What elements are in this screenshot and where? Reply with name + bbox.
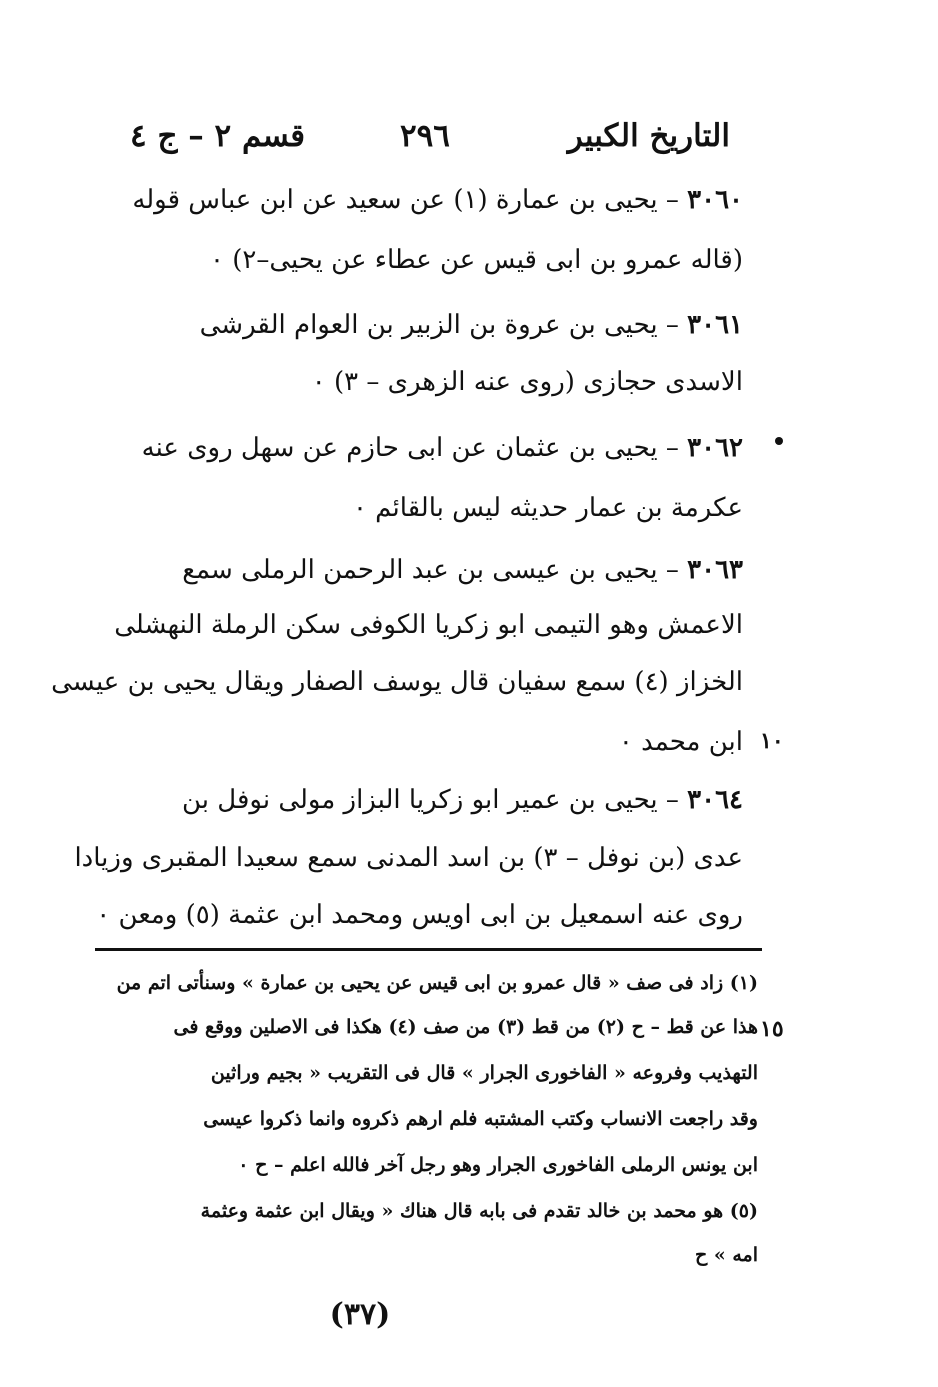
signature-mark: (٣٧) xyxy=(329,1297,391,1332)
margin-line-number-15: ١٥ xyxy=(760,1016,784,1042)
entry-3061-line-2: الاسدى حجازى (روى عنه الزهرى – ٣) ٠ xyxy=(311,367,743,397)
running-header xyxy=(110,118,730,168)
entry-text: – يحيى بن عروة بن الزبير بن العوام القرشى xyxy=(199,310,679,340)
entry-3060-line-2: (قاله عمرو بن ابى قيس عن عطاء عن يحيى–٢) ٠ xyxy=(210,245,743,275)
footnote-line-4: وقد راجعت الانساب وكتب المشتبه فلم ارهم ذكروه وانما ذكروا عيسى xyxy=(203,1108,758,1130)
entry-3064-line-3: روى عنه اسمعيل بن ابى اويس ومحمد ابن عثمة (٥) ومعن ٠ xyxy=(96,900,743,930)
entry-3062-line-1 xyxy=(103,428,743,470)
margin-dot xyxy=(775,437,783,445)
footnote-line-2: هذا عن قط – ح (٢) من قط (٣) من صف (٤) هكذا فى الاصلين ووقع فى xyxy=(173,1016,758,1038)
entry-3063-line-3: الخزاز (٤) سمع سفيان قال يوسف الصفار ويقال يحيى بن عيسى xyxy=(51,667,743,697)
part-volume: قسم ٢ – ج ٤ xyxy=(130,118,306,154)
entry-text: – يحيى بن عثمان عن ابى حازم عن سهل روى عنه xyxy=(141,433,679,463)
margin-line-number-10: ١٠ xyxy=(760,728,784,754)
entry-number: ٣٠٦٤ xyxy=(687,785,743,815)
entry-number: ٣٠٦١ xyxy=(687,310,743,340)
entry-3063-line-2: الاعمش وهو التيمى ابو زكريا الكوفى سكن الرملة النهشلى xyxy=(114,610,743,640)
footnote-line-1: (١) زاد فى صف « قال عمرو بن ابى قيس عن يحيى بن عمارة » وسنأتى اتم من xyxy=(116,972,758,994)
entry-text: – يحيى بن عمير ابو زكريا البزاز مولى نوفل بن xyxy=(181,785,679,815)
footnote-line-3: التهذيب وفروعه « الفاخورى الجرار » قال فى التقريب « بجيم وراثين xyxy=(210,1062,758,1084)
footnote-line-7: امه » ح xyxy=(694,1244,758,1266)
entry-3064-line-1 xyxy=(103,780,743,822)
entry-number: ٣٠٦٣ xyxy=(687,555,743,585)
entry-3063-line-1 xyxy=(103,550,743,592)
entry-text: – يحيى بن عيسى بن عبد الرحمن الرملى سمع xyxy=(182,555,679,585)
book-title: التاريخ الكبير xyxy=(567,118,730,154)
entry-number: ٣٠٦٠ xyxy=(687,185,743,215)
footnote-line-5: ابن يونس الرملى الفاخورى الجرار وهو رجل آخر فالله اعلم – ح ٠ xyxy=(238,1154,758,1176)
entry-3063-line-4: ابن محمد ٠ xyxy=(618,727,743,757)
footnote-line-6: (٥) هو محمد بن خالد تقدم فى بابه قال هناك « ويقال ابن عثمة وعثمة xyxy=(200,1200,758,1222)
entry-3062-line-2: عكرمة بن عمار حديثه ليس بالقائم ٠ xyxy=(352,493,743,523)
entry-3061-line-1 xyxy=(103,305,743,347)
entry-3060-line-1 xyxy=(103,180,743,222)
entry-3064-line-2: عدى (بن نوفل – ٣) بن اسد المدنى سمع سعيدا المقبرى وزيادا xyxy=(74,843,743,873)
footnote-separator xyxy=(95,948,762,951)
entry-text: – يحيى بن عمارة (١) عن سعيد عن ابن عباس قوله xyxy=(132,185,679,215)
page-number: ٢٩٦ xyxy=(400,118,450,154)
entry-number: ٣٠٦٢ xyxy=(687,433,743,463)
